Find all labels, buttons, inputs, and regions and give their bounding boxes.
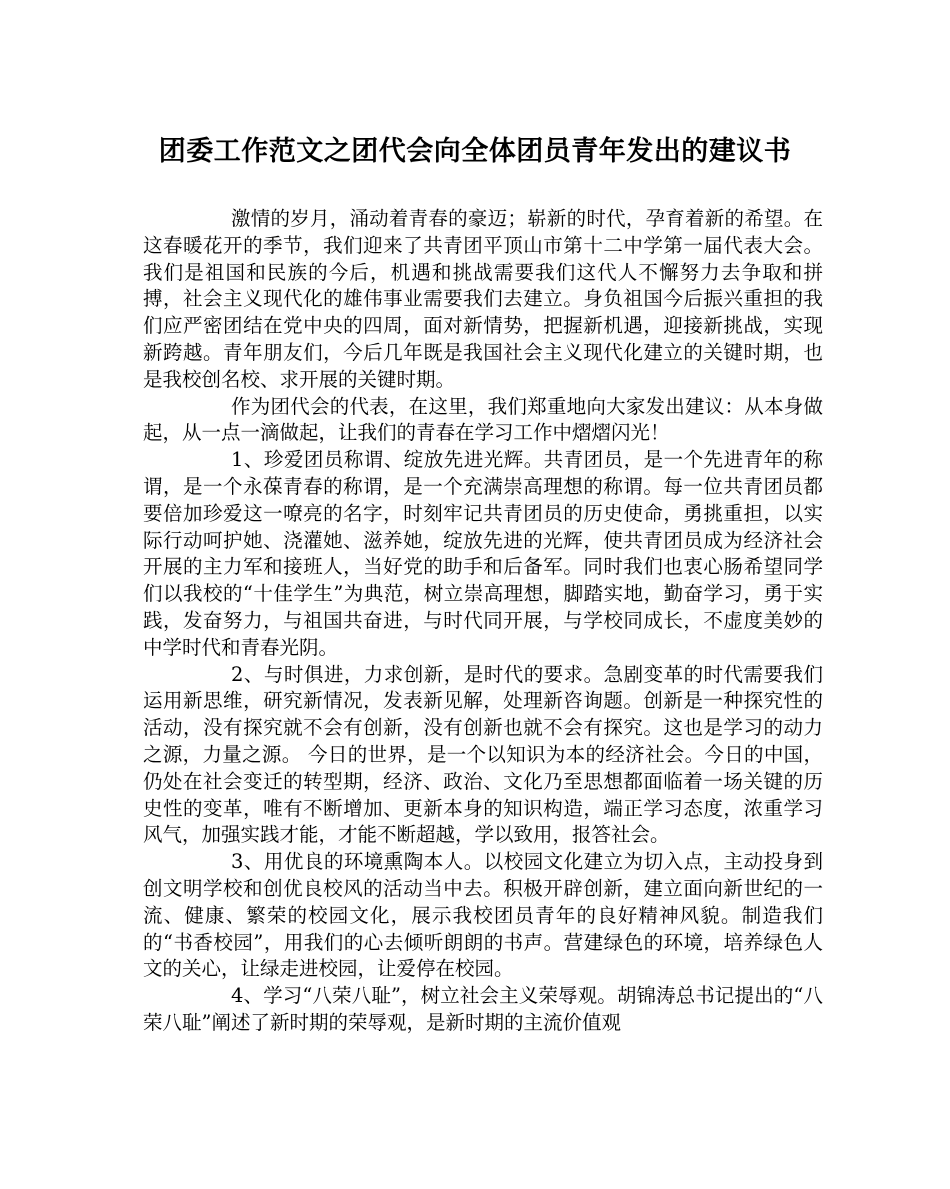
paragraph-item-3: 3、用优良的环境熏陶本人。以校园文化建立为切入点，主动投身到创文明学校和创优良校风的活动当中去。积极开辟创新，建立面向新世纪的一流、健康、繁荣的校园文化，展示我校团员青年的良好精神风貌。制造我们的“书香校园”，用我们的心去倾听朗朗的书声。营建绿色的环境，培养绿色人文的关心，让绿走进校园，让爱停在校园。: [143, 850, 823, 981]
paragraph-item-4: 4、学习“八荣八耻”，树立社会主义荣辱观。胡锦涛总书记提出的“八荣八耻”阐述了新时期的荣辱观，是新时期的主流价值观: [143, 984, 823, 1034]
paragraph-proposal: 作为团代会的代表，在这里，我们郑重地向大家发出建议：从本身做起，从一点一滴做起，让我们的青春在学习工作中熠熠闪光！: [143, 394, 823, 445]
paragraph-item-2: 2、与时俱进，力求创新，是时代的要求。急剧变革的时代需要我们运用新思维，研究新情况，发表新见解，处理新咨询题。创新是一种探究性的活动，没有探究就不会有创新，没有创新也就不会有探究。这也是学习的动力之源，力量之源。 今日的世界，是一个以知识为本的经济社会。今日的中国，仍处在社会变迁的转型期，经济、政治、文化乃至思想都面临着一场关键的历史性的变革，唯有不断增加、更新本身的知识构造，端正学习态度，浓重学习风气，加强实践才能，才能不断超越，学以致用，报答社会。: [143, 662, 823, 847]
document-body: [143, 206, 823, 1037]
paragraph-item-1: 1、珍爱团员称谓、绽放先进光辉。共青团员，是一个先进青年的称谓，是一个永葆青春的称谓，是一个充满崇高理想的称谓。每一位共青团员都要倍加珍爱这一嘹亮的名字，时刻牢记共青团员的历史使命，勇挑重担，以实际行动呵护她、浇灌她、滋养她，绽放先进的光辉，使共青团员成为经济社会开展的主力军和接班人，当好党的助手和后备军。同时我们也衷心肠希望同学们以我校的“十佳学生”为典范，树立崇高理想，脚踏实地，勤奋学习，勇于实践，发奋努力，与祖国共奋进，与时代同开展，与学校同成长，不虚度美妙的中学时代和青春光阴。: [143, 448, 823, 659]
paragraph-intro: 激情的岁月，涌动着青春的豪迈；崭新的时代，孕育着新的希望。在这春暖花开的季节，我们迎来了共青团平顶山市第十二中学第一届代表大会。我们是祖国和民族的今后，机遇和挑战需要我们这代人不懈努力去争取和拼搏，社会主义现代化的雄伟事业需要我们去建立。身负祖国今后振兴重担的我们应严密团结在党中央的四周，面对新情势，把握新机遇，迎接新挑战，实现新跨越。青年朋友们，今后几年既是我国社会主义现代化建立的关键时期，也是我校创名校、求开展的关键时期。: [143, 207, 823, 391]
document-title: 团委工作范文之团代会向全体团员青年发出的建议书: [158, 136, 792, 167]
